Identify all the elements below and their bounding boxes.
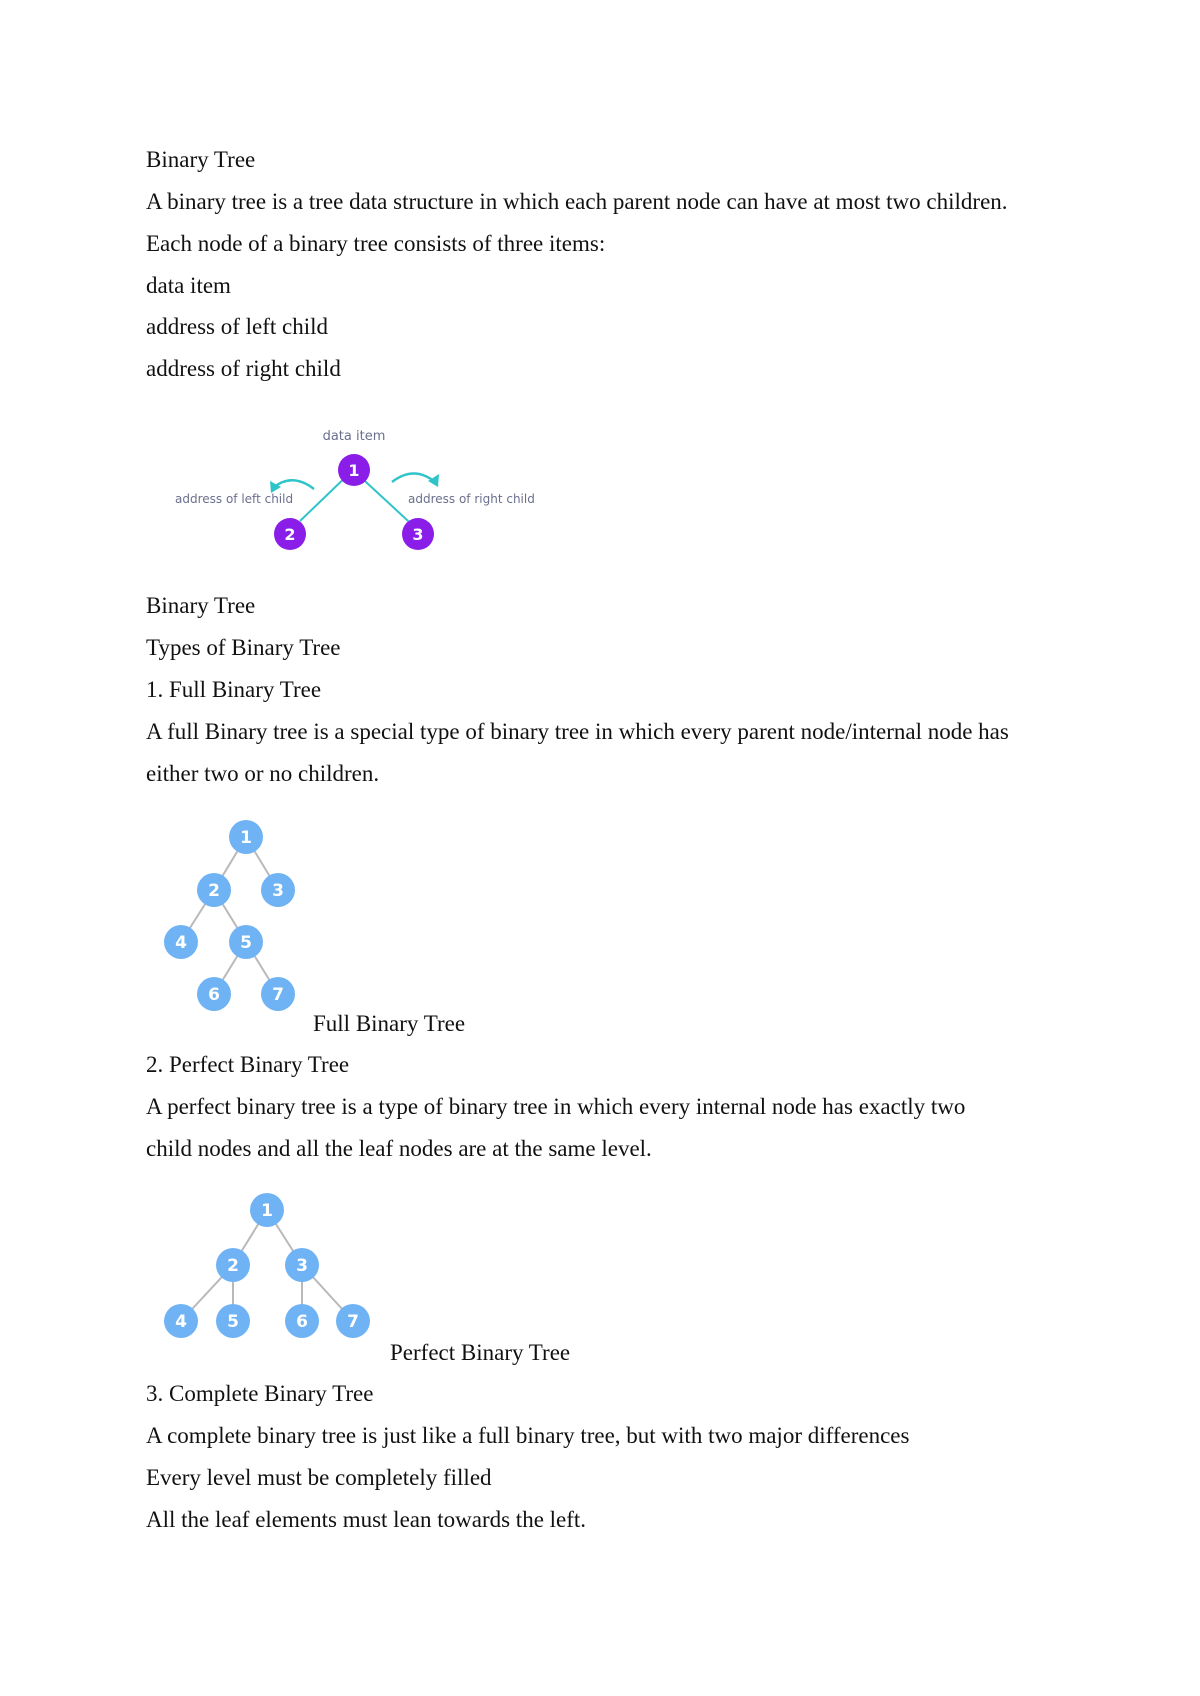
label-data-item: data item [322, 429, 386, 444]
intro-paragraph: A binary tree is a tree data structure in which each parent node can have at most two children. [146, 189, 1008, 214]
full-node-1-label: 1 [240, 828, 252, 848]
perfect-node-5-label: 5 [227, 1312, 239, 1332]
complete-heading: 3. Complete Binary Tree [146, 1381, 374, 1406]
node-items-intro: Each node of a binary tree consists of three items: [146, 231, 606, 256]
item-right-address: address of right child [146, 356, 341, 381]
item-data: data item [146, 273, 231, 298]
node-1-label: 1 [348, 461, 360, 480]
perfect-heading: 2. Perfect Binary Tree [146, 1052, 350, 1077]
label-right-child: address of right child [408, 492, 535, 506]
full-caption: Full Binary Tree [313, 1011, 466, 1036]
section-title-2: Binary Tree [146, 593, 256, 618]
right-arrowhead-icon [428, 474, 439, 487]
complete-desc: A complete binary tree is just like a full binary tree, but with two major differences [146, 1423, 910, 1448]
node-3-label: 3 [412, 525, 424, 544]
perfect-node-1-label: 1 [261, 1201, 273, 1221]
perfect-desc-line2: child nodes and all the leaf nodes are at the same level. [146, 1136, 652, 1161]
full-node-5-label: 5 [240, 933, 252, 953]
full-desc-line2: either two or no children. [146, 761, 380, 786]
node-2-label: 2 [284, 525, 296, 544]
label-left-child: address of left child [175, 492, 294, 506]
perfect-node-3-label: 3 [296, 1256, 308, 1276]
perfect-node-6-label: 6 [296, 1312, 308, 1332]
perfect-desc-line1: A perfect binary tree is a type of binary tree in which every internal node has exactly two [146, 1094, 966, 1119]
perfect-node-2-label: 2 [227, 1256, 239, 1276]
full-node-3-label: 3 [272, 881, 284, 901]
node-structure-diagram [170, 420, 540, 555]
full-desc-line1: A full Binary tree is a special type of binary tree in which every parent node/internal node has [146, 719, 1009, 744]
item-left-address: address of left child [146, 314, 329, 339]
section-title: Binary Tree [146, 147, 256, 172]
perfect-binary-tree-diagram [150, 1188, 380, 1348]
full-binary-tree-diagram [150, 815, 310, 1015]
full-heading: 1. Full Binary Tree [146, 677, 322, 702]
perfect-node-7-label: 7 [347, 1312, 359, 1332]
full-node-6-label: 6 [208, 985, 220, 1005]
full-node-7-label: 7 [272, 985, 284, 1005]
types-heading: Types of Binary Tree [146, 635, 341, 660]
perfect-node-4-label: 4 [175, 1312, 187, 1332]
complete-rule-1: Every level must be completely filled [146, 1465, 492, 1490]
full-node-2-label: 2 [208, 881, 220, 901]
perfect-caption: Perfect Binary Tree [390, 1340, 571, 1365]
full-node-4-label: 4 [175, 933, 187, 953]
complete-rule-2: All the leaf elements must lean towards the left. [146, 1507, 587, 1532]
